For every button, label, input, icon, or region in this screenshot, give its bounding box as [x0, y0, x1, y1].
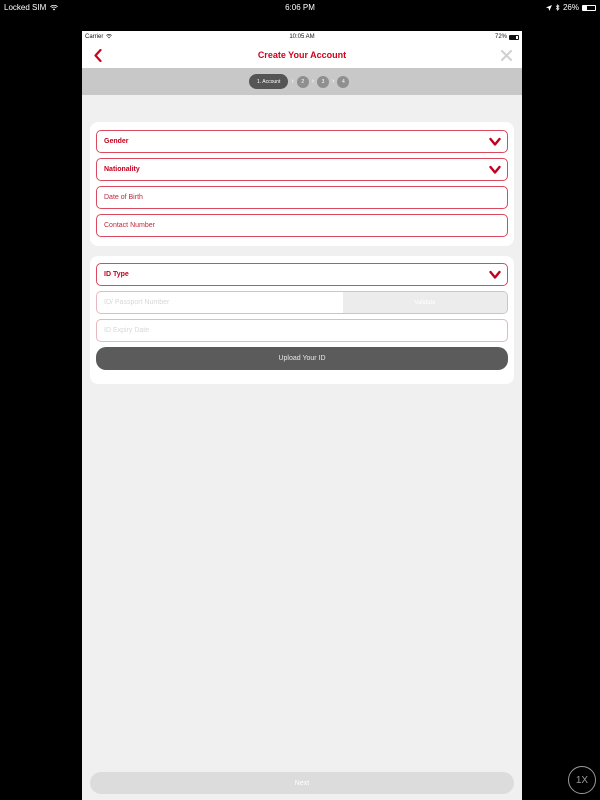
chevron-down-icon [489, 165, 501, 175]
id-number-placeholder: ID/ Passport Number [104, 299, 170, 306]
id-type-label: ID Type [104, 271, 129, 278]
app-carrier: Carrier [85, 34, 112, 40]
device-status-right [546, 3, 596, 12]
id-type-select[interactable] [96, 263, 508, 286]
identity-card [90, 256, 514, 384]
app-time: 10:05 AM [289, 34, 315, 40]
gender-select[interactable] [96, 130, 508, 153]
chevron-down-icon [489, 137, 501, 147]
app-battery-percent: 72% [494, 34, 507, 40]
contact-number-placeholder: Contact Number [104, 222, 155, 229]
next-button[interactable]: Next [90, 772, 514, 794]
id-number-field[interactable] [96, 291, 508, 314]
progress-stepper [82, 68, 522, 95]
validate-button[interactable]: Validate [343, 292, 507, 313]
step-4: 4 [337, 76, 349, 88]
nationality-select[interactable] [96, 158, 508, 181]
chevron-right-icon: › [311, 78, 315, 85]
location-icon [546, 5, 552, 11]
id-expiry-date-field[interactable] [96, 319, 508, 342]
upload-id-button[interactable]: Upload Your ID [96, 347, 508, 370]
close-icon [501, 50, 512, 61]
chevron-right-icon: › [332, 78, 335, 85]
id-expiry-date-placeholder: ID Expiry Date [104, 327, 150, 334]
date-of-birth-field[interactable] [96, 186, 508, 209]
zoom-badge[interactable]: 1X [568, 766, 596, 794]
app-status-bar [82, 31, 522, 43]
footer [82, 764, 522, 800]
chevron-right-icon: › [291, 78, 294, 85]
app-status-right [495, 34, 519, 40]
nationality-label: Nationality [104, 166, 140, 173]
battery-icon [509, 35, 519, 40]
device-carrier: Locked SIM [4, 3, 58, 12]
close-button[interactable] [496, 45, 516, 65]
battery-icon [582, 5, 596, 11]
step-3: 3 [317, 76, 329, 88]
app-window [82, 31, 522, 800]
date-of-birth-placeholder: Date of Birth [104, 194, 143, 201]
nav-bar [82, 43, 522, 68]
device-battery-percent: 26% [562, 3, 579, 12]
personal-details-card [90, 122, 514, 246]
chevron-down-icon [489, 270, 501, 280]
page-title: Create Your Account [257, 50, 347, 60]
contact-number-field[interactable] [96, 214, 508, 237]
gender-label: Gender [104, 138, 129, 145]
step-2: 2 [297, 76, 309, 88]
step-1-account: 1. Account [249, 74, 288, 89]
device-status-bar [0, 0, 600, 14]
device-time: 6:06 PM [285, 3, 315, 12]
bluetooth-icon [555, 4, 560, 11]
